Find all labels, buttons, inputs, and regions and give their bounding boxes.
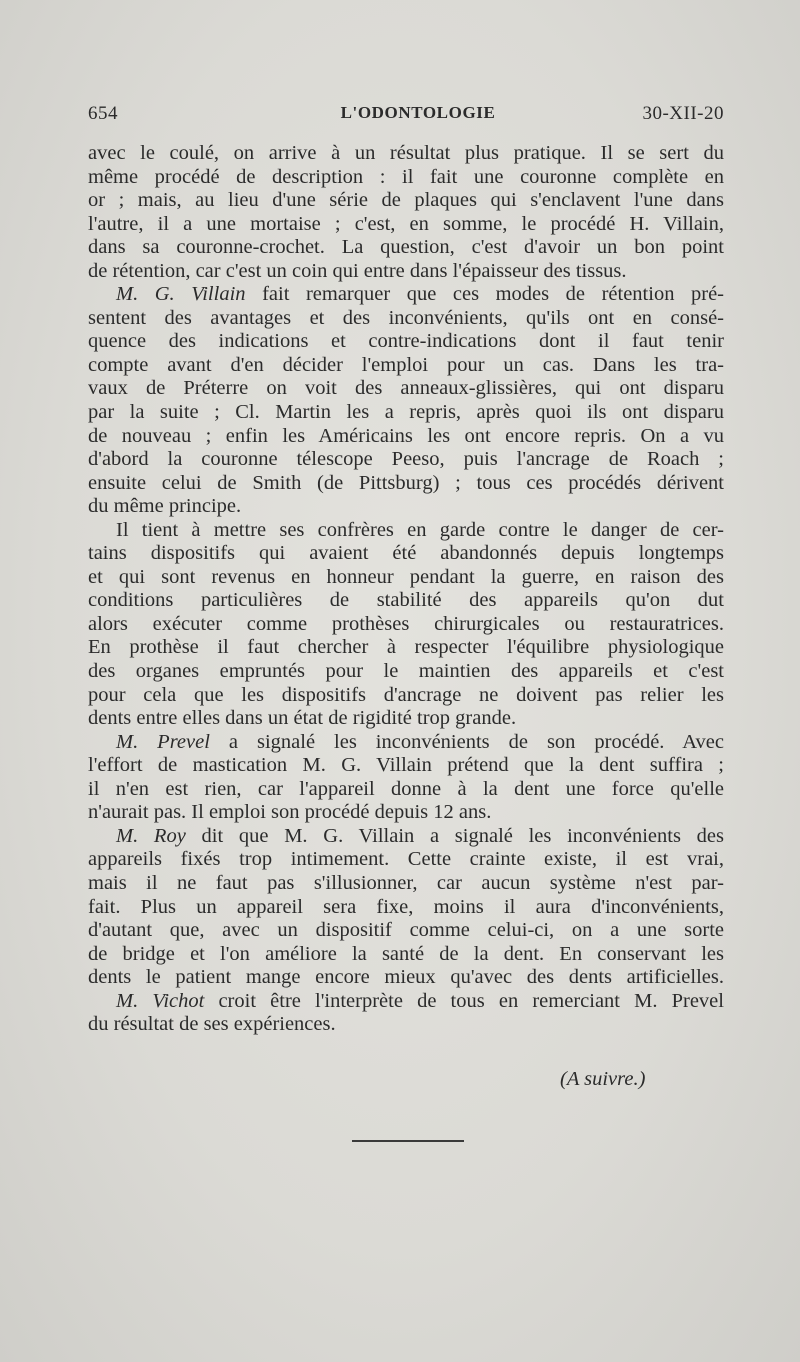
text-line [88,684,724,708]
text-line [88,613,724,637]
line-text: même procédé de description : il fait une couronne complète en [88,165,724,188]
text-line [88,330,724,354]
text-line [88,896,724,920]
text-line [88,377,724,401]
text-line [88,213,724,237]
text-line [88,943,724,967]
speaker-name: M. Prevel [116,730,210,753]
line-text: du résultat de ses expériences. [88,1013,336,1036]
line-text: d'abord la couronne télescope Peeso, puis l'ancrage de Roach ; [88,448,724,471]
line-text: conditions particulières de stabilité des appareils qu'on dut [88,589,724,612]
line-text: vaux de Préterre on voit des anneaux-glissières, qui ont disparu [88,377,724,400]
text-line [88,354,724,378]
text-line [88,825,724,849]
text-line [88,1013,724,1037]
line-text: dents entre elles dans un état de rigidité trop grande. [88,707,517,730]
line-text: mais il ne faut pas s'illusionner, car aucun système n'est par- [88,871,724,894]
text-line [88,283,724,307]
line-text: a signalé les inconvénients de son procédé. Avec [209,730,724,753]
text-line [88,731,724,755]
line-text: par la suite ; Cl. Martin les a repris, après quoi ils ont disparu [88,401,724,424]
text-line [88,495,724,519]
line-text: En prothèse il faut chercher à respecter l'équilibre physiologique [88,636,724,659]
text-line [88,425,724,449]
article-body [88,142,724,1037]
text-line [88,919,724,943]
line-text: dents le patient mange encore mieux qu'avec des dents artificielles. [88,966,724,989]
line-text: pour cela que les dispositifs d'ancrage ne doivent pas relier les [88,683,724,706]
section-divider [352,1140,464,1142]
line-text: fait remarquer que ces modes de rétention pré- [245,283,724,306]
line-text: tains dispositifs qui avaient été abandonnés depuis longtemps [88,542,724,565]
text-line [88,307,724,331]
line-text: fait. Plus un appareil sera fixe, moins il aura d'inconvénients, [88,895,724,918]
journal-title: L'ODONTOLOGIE [340,103,496,122]
text-line [88,142,724,166]
text-line [88,872,724,896]
line-text: de nouveau ; enfin les Américains les ont encore repris. On a vu [88,424,724,447]
line-text: or ; mais, au lieu d'une série de plaques qui s'enclavent l'une dans [88,189,724,212]
text-line [88,707,724,731]
line-text: et qui sont revenus en honneur pendant la guerre, en raison des [88,565,724,588]
line-text: ensuite celui de Smith (de Pittsburg) ; tous ces procédés dérivent [88,471,724,494]
page-number: 654 [88,103,118,124]
text-line [88,472,724,496]
to-be-continued: (A suivre.) [560,1068,646,1090]
text-line [88,660,724,684]
running-header [88,103,724,131]
line-text: des organes empruntés pour le maintien des appareils et c'est [88,660,724,683]
line-text: dans sa couronne-crochet. La question, c'est d'avoir un bon point [88,236,724,259]
line-text: appareils fixés trop intimement. Cette crainte existe, il est vrai, [88,848,724,871]
line-text: dit que M. G. Villain a signalé les inconvénients des [185,824,724,847]
line-text: croit être l'interprète de tous en remerciant M. Prevel [204,989,724,1012]
text-line [88,801,724,825]
line-text: du même principe. [88,495,242,518]
speaker-name: M. G. Villain [116,283,246,306]
text-line [88,542,724,566]
text-line [88,778,724,802]
line-text: alors exécuter comme prothèses chirurgicales ou restauratrices. [88,612,724,635]
text-line [88,448,724,472]
line-text: il n'en est rien, car l'appareil donne à la dent une force qu'elle [88,777,724,800]
line-text: l'autre, il a une mortaise ; c'est, en somme, le procédé H. Villain, [88,212,724,235]
line-text: d'autant que, avec un dispositif comme celui-ci, on a une sorte [88,919,724,942]
issue-date: 30-XII-20 [642,103,724,124]
text-line [88,260,724,284]
line-text: Il tient à mettre ses confrères en garde contre le danger de cer- [116,518,724,541]
text-line [88,566,724,590]
text-line [88,166,724,190]
text-line [88,236,724,260]
text-line [88,589,724,613]
text-line [88,636,724,660]
line-text: de rétention, car c'est un coin qui entre dans l'épaisseur des tissus. [88,259,627,282]
text-line [88,401,724,425]
text-line [88,519,724,543]
line-text: de bridge et l'on améliore la santé de la dent. En conservant les [88,942,724,965]
text-line [88,848,724,872]
speaker-name: M. Roy [116,824,186,847]
line-text: compte avant d'en décider l'emploi pour un cas. Dans les tra- [88,353,724,376]
line-text: avec le coulé, on arrive à un résultat plus pratique. Il se sert du [88,142,724,164]
text-line [88,189,724,213]
line-text: sentent des avantages et des inconvénients, qu'ils ont en consé- [88,306,724,329]
text-line [88,990,724,1014]
text-line [88,754,724,778]
text-line [88,966,724,990]
line-text: quence des indications et contre-indications dont il faut tenir [88,330,724,353]
speaker-name: M. Vichot [116,989,205,1012]
line-text: l'effort de mastication M. G. Villain prétend que la dent suffira ; [88,754,724,777]
line-text: n'aurait pas. Il emploi son procédé depuis 12 ans. [88,801,492,824]
